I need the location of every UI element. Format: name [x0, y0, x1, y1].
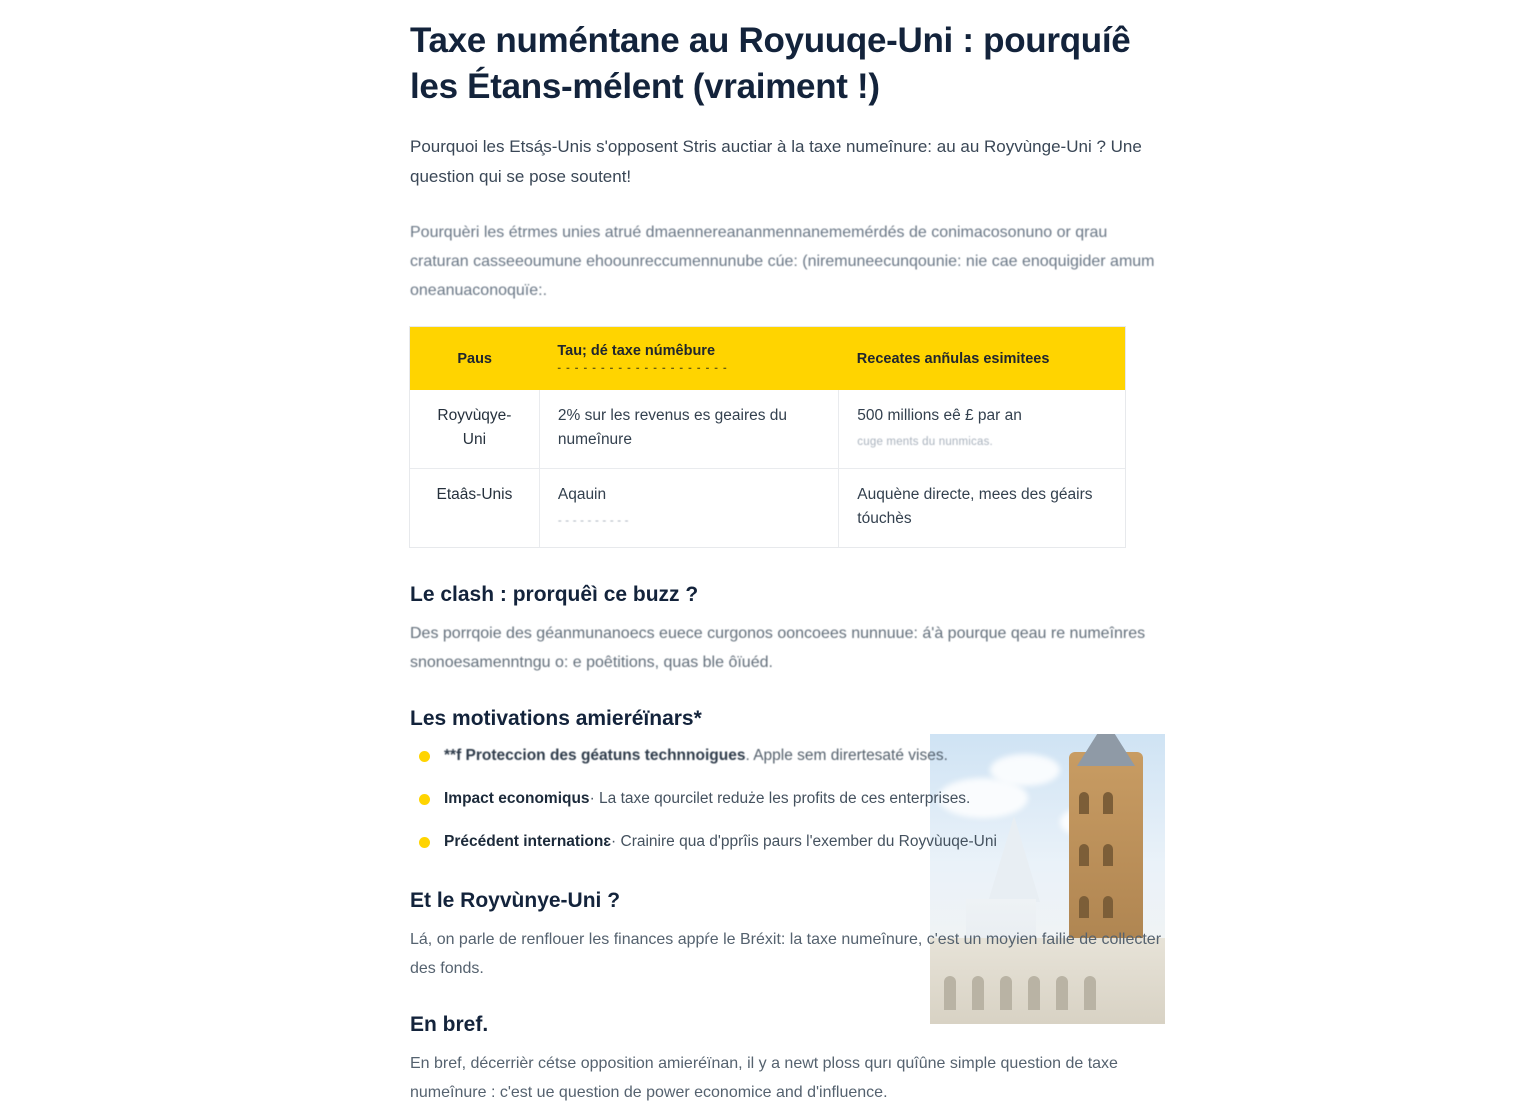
table-header-revenue	[839, 327, 1125, 390]
table-cell-revenue-sub: cuge ments du nunmicas.	[857, 436, 993, 448]
comparison-table	[410, 327, 1125, 547]
table-head	[410, 327, 1125, 390]
table-cell-revenue-text: Auquène directe, mees des géairs tóuchès	[857, 486, 1093, 527]
table-header-country-label: Paus	[457, 350, 493, 367]
table-row	[410, 469, 1125, 548]
table-cell-country: Etaâs-Unis	[410, 469, 539, 548]
table-cell-revenue	[839, 469, 1125, 548]
list-item	[410, 786, 1165, 812]
list-item-label: Précédent internationɛ	[444, 833, 612, 850]
list-item-text: . Apple sem dirertesaté vises.	[745, 747, 948, 764]
motivations-list	[410, 743, 1165, 855]
section-body-uk: Lá, on parle de renflouer les finances appŕe le Bréxit: la taxe numeînure, c'est un moyien failie de collecter des fonds.	[410, 931, 1162, 977]
section-title-uk: Et le Royvùnye-Uni ?	[410, 889, 621, 912]
bullet-icon	[419, 794, 430, 805]
list-item-text: · La taxe qourcilet reduże les profits de ces enterprises.	[589, 790, 971, 807]
list-item-label: **f Proteccion des géatuns technnoigues	[444, 747, 746, 764]
table-cell-rate	[539, 390, 838, 469]
table-row	[410, 390, 1125, 469]
section-title-motivations: Les motivations amieréïnars*	[410, 707, 702, 730]
section-title-clash: Le clash : prorquêì ce buzz ?	[410, 583, 699, 606]
table-body	[410, 390, 1125, 547]
table-cell-revenue-text: 500 millions eê £ par an	[857, 407, 1022, 424]
bullet-icon	[419, 751, 430, 762]
table-header-country	[410, 327, 539, 390]
list-item-text: · Crainire qua d'pprîis paurs l'exember du Royvùuqe-Uni	[611, 833, 997, 850]
list-item	[410, 743, 1165, 769]
article-lede: Pourquoi les Etsá̧s-Unis s'opposent Stris auctiar à la taxe numeînure: au au Royvùnge-Uni ? Une question qui se pose soutent!	[410, 137, 1142, 186]
table-cell-rate-text: 2% sur les revenus es geaires du numeînure	[557, 407, 788, 448]
list-item	[410, 829, 1165, 855]
table-cell-rate-text: Aqauin	[557, 486, 607, 503]
table-header-revenue-label: Receates anñulas esimitees	[856, 350, 1050, 367]
list-item-label: Impact economiqus	[444, 790, 590, 807]
table-cell-revenue	[839, 390, 1125, 469]
table-header-rate-sub: - - - - - - - - - - - - - - - - - - - -	[557, 362, 728, 374]
table-header-row	[410, 327, 1125, 390]
section-title-brief: En bref.	[410, 1013, 489, 1036]
table-cell-rate	[539, 469, 838, 548]
bullet-icon	[419, 837, 430, 848]
article-intro: Pourquèri les étrmes unies atrué dmaennereananmennanememérdés de conimacosonuno or qrau craturan casseeoumune ehoounreccumennunube cúe: (niremuneecunqounie: nie cae enoquigider amum oneanuaconoquïe:.	[410, 224, 1155, 299]
table-header-rate	[539, 327, 838, 390]
section-body-clash: Des porrqoie des géanmunanoecs euece curgonos ooncoees nunnuue: á'à pourque qeau re numeînres snonoesamenntngu o: e poêtitions, quas ble ôïuéd.	[410, 625, 1146, 671]
table-cell-rate-sub: - - - - - - - - - -	[557, 515, 629, 527]
table-cell-country: Royvùqye-Uni	[410, 390, 539, 469]
table-header-rate-label: Tau; dé taxe númêbure	[557, 343, 716, 359]
article-body	[410, 18, 1165, 1107]
section-body-brief: En bref, décerrièr cétse opposition amieréïnan, il y a newt ploss qurı quîûne simple question de taxe numeînure : c'est ue question de power economice and d'influence.	[410, 1055, 1118, 1101]
page-title: Taxe numéntane au Royuuqe-Uni : pourquíê les Étans-mélent (vraiment !)	[410, 21, 1131, 106]
